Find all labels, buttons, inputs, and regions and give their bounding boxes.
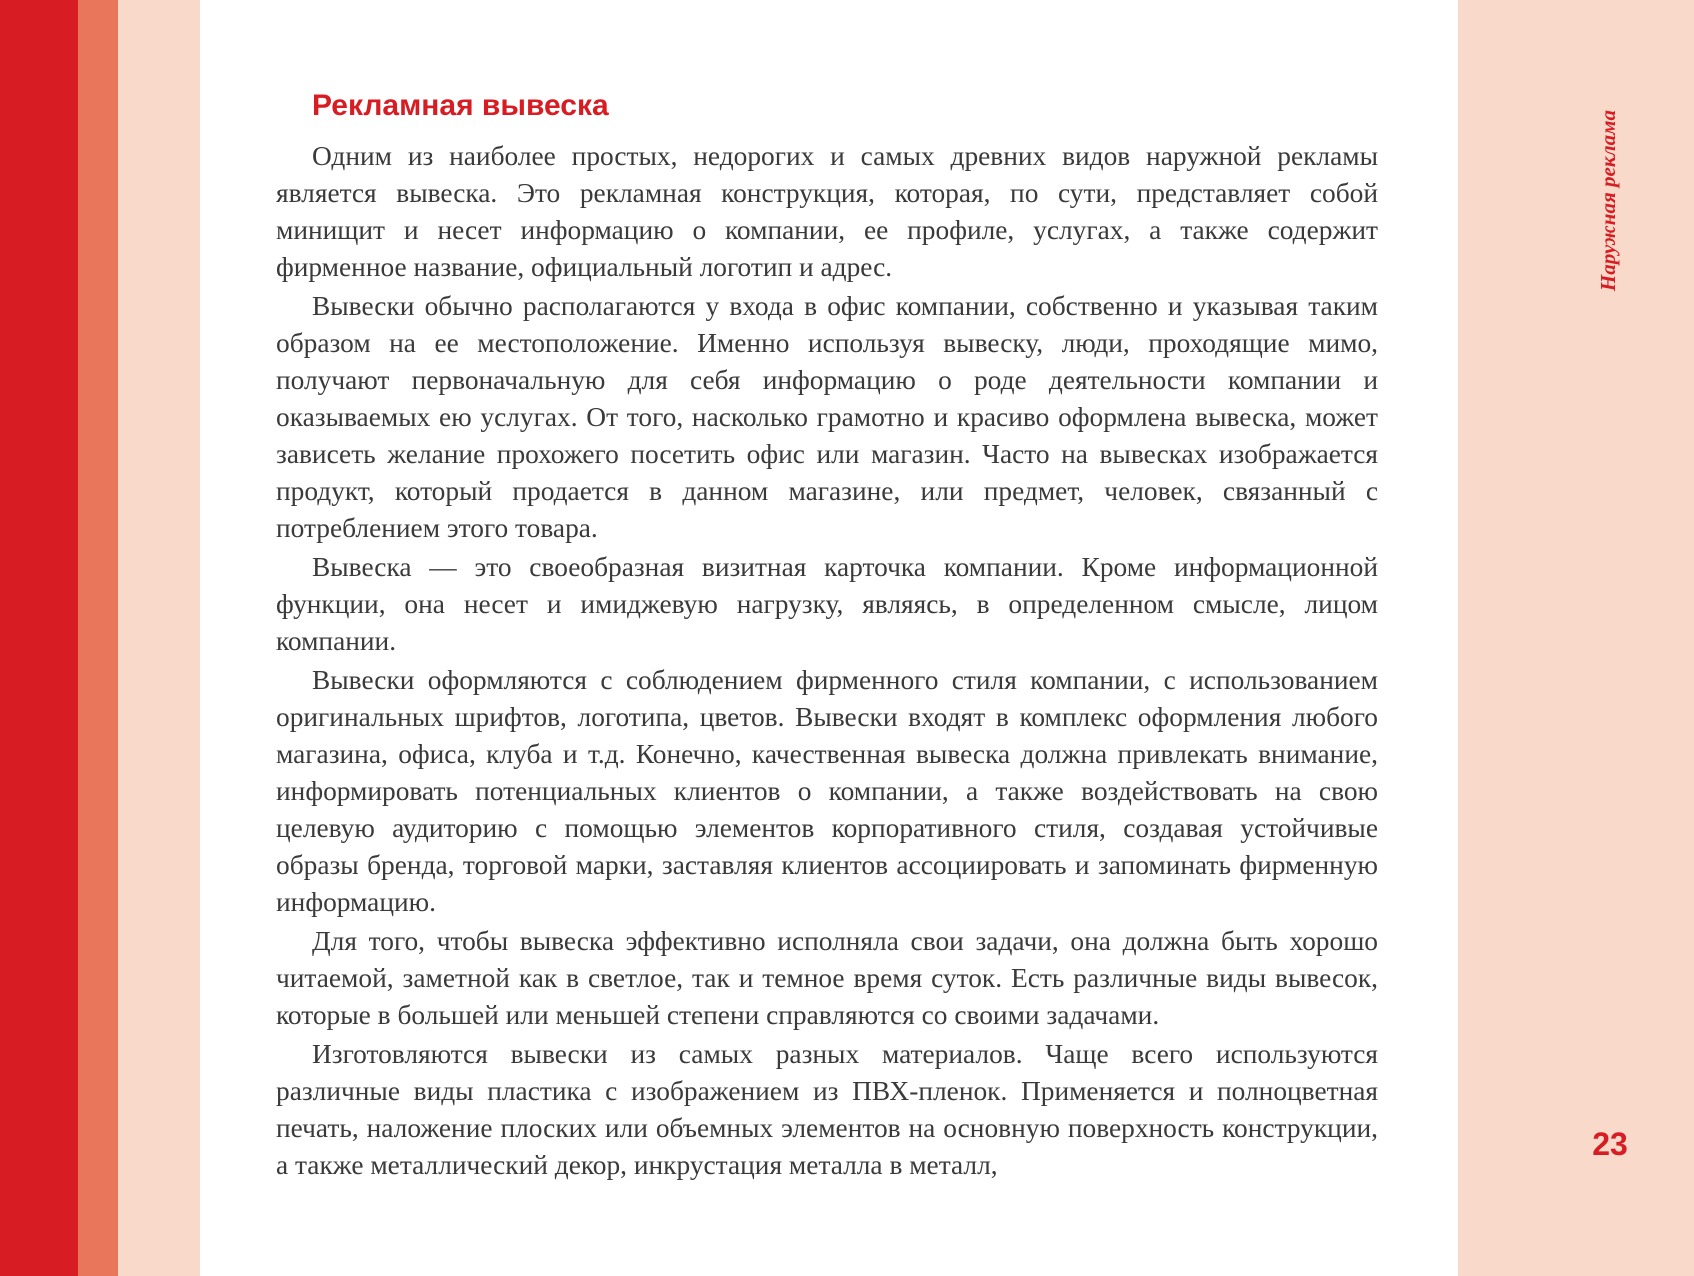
left-peach-stripe <box>118 0 200 1276</box>
left-red-stripe <box>0 0 78 1276</box>
paragraph-2: Вывески обычно располагаются у входа в офис компании, собственно и указывая таким образом на ее местоположение. Именно используя вывеску, люди, проходящие мимо, получают первоначальную для себя информацию о роде деятельности компании и оказываемых ею услугах. От того, насколько грамотно и красиво оформлена вывеска, может зависеть желание прохожего посетить офис или магазин. Часто на вывесках изображается продукт, который продается в данном магазине, или предмет, человек, связанный с потреблением этого товара. <box>276 291 1378 543</box>
page-number: 23 <box>1592 1126 1628 1162</box>
left-salmon-stripe <box>78 0 118 1276</box>
section-title: Рекламная вывеска <box>312 89 609 122</box>
right-margin-panel <box>1458 0 1694 1276</box>
paragraph-1: Одним из наиболее простых, недорогих и самых древних видов наружной рекламы является вывеска. Это рекламная конструкция, которая, по сути, представляет собой минищит и несет информацию о компании, ее профиле, услугах, а также содержит фирменное название, официальный логотип и адрес. <box>276 141 1378 282</box>
page-content <box>276 84 1378 1184</box>
paragraph-6: Изготовляются вывески из самых разных материалов. Чаще всего используются различные виды пластика с изображением из ПВХ-пленок. Применяется и полноцветная печать, наложение плоских или объемных элементов на основную поверхность конструкции, а также металлический декор, инкрустация металла в металл, <box>276 1039 1378 1180</box>
paragraph-3: Вывеска — это своеобразная визитная карточка компании. Кроме информационной функции, она несет и имиджевую нагрузку, являясь, в определенном смысле, лицом компании. <box>276 552 1378 656</box>
paragraph-4: Вывески оформляются с соблюдением фирменного стиля компании, с использованием оригинальных шрифтов, логотипа, цветов. Вывески входят в комплекс оформления любого магазина, офиса, клуба и т.д. Конечно, качественная вывеска должна привлекать внимание, информировать потенциальных клиентов о компании, а также воздействовать на свою целевую аудиторию с помощью элементов корпоративного стиля, создавая устойчивые образы бренда, торговой марки, заставляя клиентов ассоциировать и запоминать фирменную информацию. <box>276 665 1378 917</box>
paragraph-5: Для того, чтобы вывеска эффективно исполняла свои задачи, она должна быть хорошо читаемой, заметной как в светлое, так и темное время суток. Есть различные виды вывесок, которые в большей или меньшей степени справляются со своими задачами. <box>276 926 1378 1030</box>
running-head-text: Наружная реклама <box>1596 109 1621 291</box>
running-head <box>1589 70 1629 330</box>
